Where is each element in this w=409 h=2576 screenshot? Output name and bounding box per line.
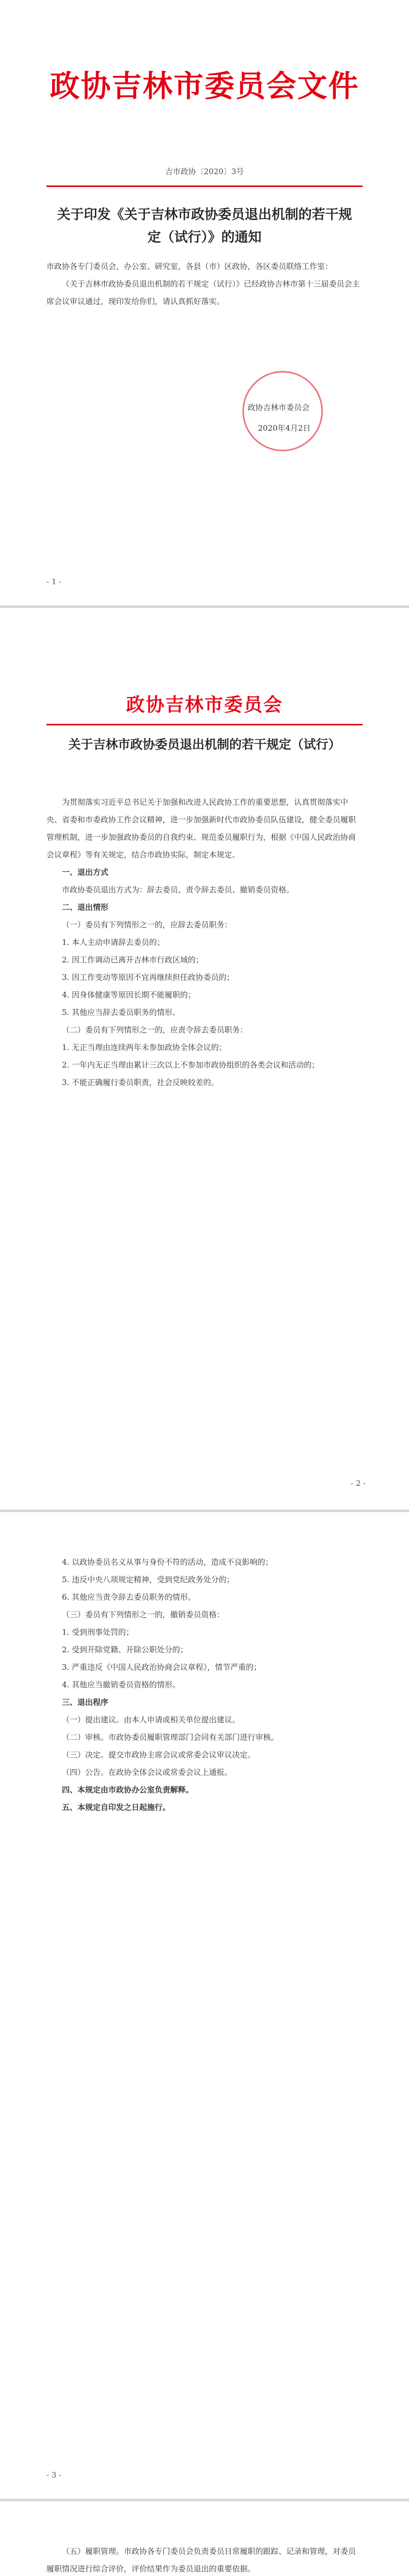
paragraph: （五）履职管理。市政协各专门委员会负责委员日常履职的跟踪、记录和管理，对委员履职情况进行综合评价，评价结果作为委员退出的重要依据。 [46, 2547, 356, 2573]
page-number: - 1 - [46, 577, 62, 586]
paragraph: （三）委员有下列情形之一的，撤销委员资格： [62, 1610, 225, 1619]
paragraph: （二）委员有下列情形之一的，应责令辞去委员职务： [62, 1025, 248, 1035]
section-heading: 一、退出方式 [62, 868, 109, 877]
rules-title: 关于吉林市政协委员退出机制的若干规定（试行） [68, 737, 341, 752]
list-item: 4. 因身体健康等原因长期不能履职的； [62, 990, 196, 999]
notice-body [46, 258, 363, 310]
page-4 [0, 2501, 409, 2576]
red-divider [46, 724, 363, 725]
list-item: 1. 无正当理由连续两年未参加政协全体会议的； [62, 1043, 227, 1052]
list-item: 2. 受到开除党籍、开除公职处分的； [62, 1645, 188, 1654]
paragraph: （一）委员有下列情形之一的，应辞去委员职务： [62, 920, 233, 929]
list-item: 2. 一年内无正当理由累计三次以上不参加市政协组织的各类会议和活动的； [62, 1060, 320, 1070]
rules-body-continued [46, 1553, 363, 1816]
list-item: 4. 其他应当撤销委员资格的情形。 [62, 1680, 181, 1689]
page-1 [0, 0, 409, 608]
paragraph: 为贯彻落实习近平总书记关于加强和改进人民政协工作的重要思想，认真贯彻落实中央、省委和市委政协工作会议精神，进一步加强新时代市政协委员队伍建设，健全委员履职管理机制，进一步加强政协委员的自我约束、规范委员履职行为，根据《中国人民政治协商会议章程》等有关规定，结合市政协实际，制定本规定。 [46, 798, 356, 859]
notice-title: 关于印发《关于吉林市政协委员退出机制的若干规定（试行）》的通知 [57, 207, 352, 245]
paragraph: （二）审核。市政协委员履职管理部门会同有关部门进行审核。 [62, 1733, 279, 1742]
paragraph: （四）公告。在政协全体会议或常委会议上通报。 [62, 1768, 233, 1777]
section-heading: 四、本规定由市政协办公室负责解释。 [62, 1785, 194, 1794]
notice-paragraph: 《关于吉林市政协委员退出机制的若干规定（试行）》已经政协吉林市第十三届委员会主席会议审议通过，现印发给你们，请认真抓好落实。 [46, 279, 360, 306]
paragraph: 市政协委员退出方式为：辞去委员、责令辞去委员、撤销委员资格。 [62, 885, 295, 894]
addressee: 市政协各专门委员会，办公室、研究室，各县（市）区政协，各区委员联络工作室： [46, 262, 333, 271]
paragraph: （一）提出建议。由本人申请或相关单位提出建议。 [62, 1715, 240, 1724]
list-item: 4. 以政协委员名义从事与身份不符的活动，造成不良影响的； [62, 1557, 273, 1567]
list-item: 5. 违反中央八项规定精神，受到党纪政务处分的； [62, 1575, 235, 1584]
list-item: 1. 受到刑事处罚的； [62, 1628, 134, 1637]
page-number: - 3 - [46, 2470, 62, 2480]
page-number: - 2 - [351, 1479, 366, 1488]
document-header: 政协吉林市委员会文件 [50, 69, 359, 104]
page-3 [0, 1512, 409, 2501]
list-item: 3. 不能正确履行委员职责，社会反映较差的。 [62, 1078, 219, 1087]
list-item: 6. 其他应当责令辞去委员职务的情形。 [62, 1592, 196, 1602]
sign-date: 2020年4月2日 [258, 423, 311, 433]
rules-header: 政协吉林市委员会 [126, 694, 283, 716]
section-heading: 五、本规定自印发之日起施行。 [62, 1803, 171, 1812]
list-item: 1. 本人主动申请辞去委员的； [62, 938, 165, 947]
list-item: 2. 因工作调动已离开吉林市行政区域的； [62, 955, 204, 964]
section-heading: 三、退出程序 [62, 1698, 109, 1707]
page-2 [0, 608, 409, 1512]
rules-body [46, 793, 363, 1091]
signer: 政协吉林市委员会 [248, 403, 310, 412]
paragraph: （三）决定。提交市政协主席会议或常委会议审议决定。 [62, 1750, 256, 1759]
list-item: 3. 因工作变动等原因不宜再继续担任政协委员的； [62, 973, 235, 982]
list-item: 5. 其他应当辞去委员职务的情形。 [62, 1008, 181, 1017]
red-divider [46, 185, 363, 187]
rules-body-end [46, 2543, 363, 2576]
document-number: 吉市政协〔2020〕3号 [165, 167, 244, 176]
section-heading: 二、退出情形 [62, 903, 109, 912]
list-item: 3. 严重违反《中国人民政治协商会议章程》，情节严重的； [62, 1663, 261, 1672]
